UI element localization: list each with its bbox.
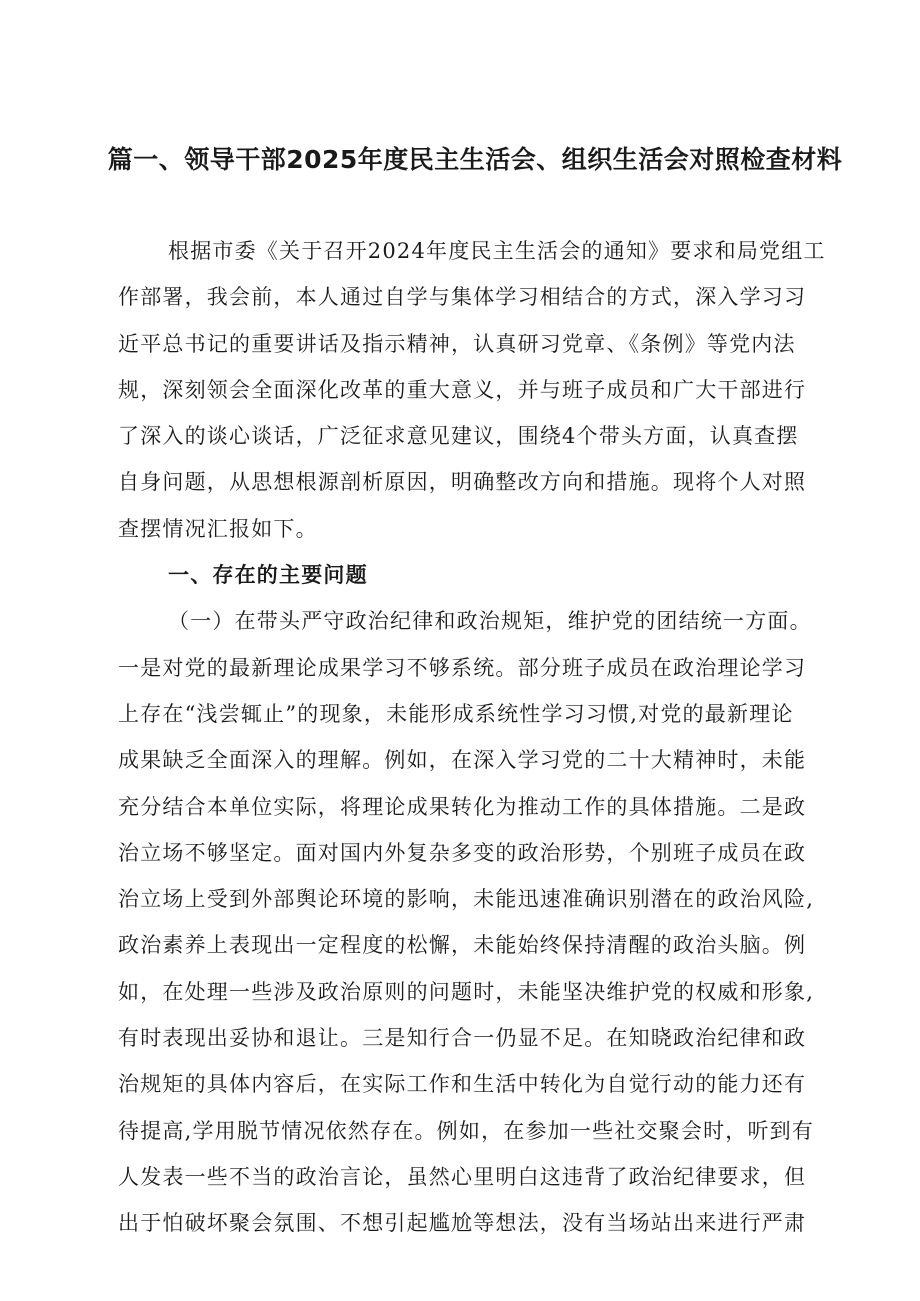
body-line: 成果缺乏全面深入的理解。例如，在深入学习党的二十大精神时，未能 (118, 748, 807, 773)
body-line: 有时表现出妥协和退让。三是知行合一仍显不足。在知晓政治纪律和政 (118, 1026, 807, 1051)
section-heading: 一、存在的主要问题 (168, 563, 368, 588)
body-line: 根据市委《关于召开2024年度民主生活会的通知》要求和局党组工 (168, 239, 826, 263)
body-line: 出于怕破坏聚会氛围、不想引起尴尬等想法，没有当场站出来进行严肃 (118, 1211, 807, 1236)
body-line: （一）在带头严守政治纪律和政治规矩，维护党的团结统一方面。 (168, 609, 812, 634)
body-line: 近平总书记的重要讲话及指示精神，认真研习党章、《条例》等党内法 (118, 331, 796, 356)
body-line: 充分结合本单位实际，将理论成果转化为推动工作的具体措施。二是政 (118, 794, 807, 819)
body-line: 一是对党的最新理论成果学习不够系统。部分班子成员在政治理论学习 (118, 655, 807, 680)
document-body (118, 228, 848, 1247)
body-line: 如，在处理一些涉及政治原则的问题时，未能坚决维护党的权威和形象, (118, 979, 815, 1004)
body-line: 待提高,学用脱节情况依然存在。例如，在参加一些社交聚会时，听到有 (118, 1118, 815, 1143)
document-title: 篇一、领导干部2025年度民主生活会、组织生活会对照检查材料 (107, 145, 843, 174)
body-line: 治立场不够坚定。面对国内外复杂多变的政治形势，个别班子成员在政 (118, 840, 807, 865)
body-line: 政治素养上表现出一定程度的松懈，未能始终保持清醒的政治头脑。例 (118, 933, 807, 958)
body-line: 治规矩的具体内容后，在实际工作和生活中转化为自觉行动的能力还有 (118, 1072, 807, 1097)
body-line: 自身问题，从思想根源剖析原因，明确整改方向和措施。现将个人对照 (118, 470, 807, 495)
body-line: 查摆情况汇报如下。 (118, 516, 318, 541)
body-line: 规，深刻领会全面深化改革的重大意义，并与班子成员和广大干部进行 (118, 377, 807, 402)
body-line: 了深入的谈心谈话，广泛征求意见建议，围绕4个带头方面，认真查摆 (118, 424, 799, 449)
body-line: 人发表一些不当的政治言论，虽然心里明白这违背了政治纪律要求，但 (118, 1164, 807, 1189)
body-line: 作部署，我会前，本人通过自学与集体学习相结合的方式，深入学习习 (118, 285, 807, 310)
body-line: 上存在“浅尝辄止”的现象，未能形成系统性学习习惯,对党的最新理论 (118, 701, 794, 726)
body-line: 治立场上受到外部舆论环境的影响，未能迅速准确识别潜在的政治风险, (118, 887, 815, 912)
